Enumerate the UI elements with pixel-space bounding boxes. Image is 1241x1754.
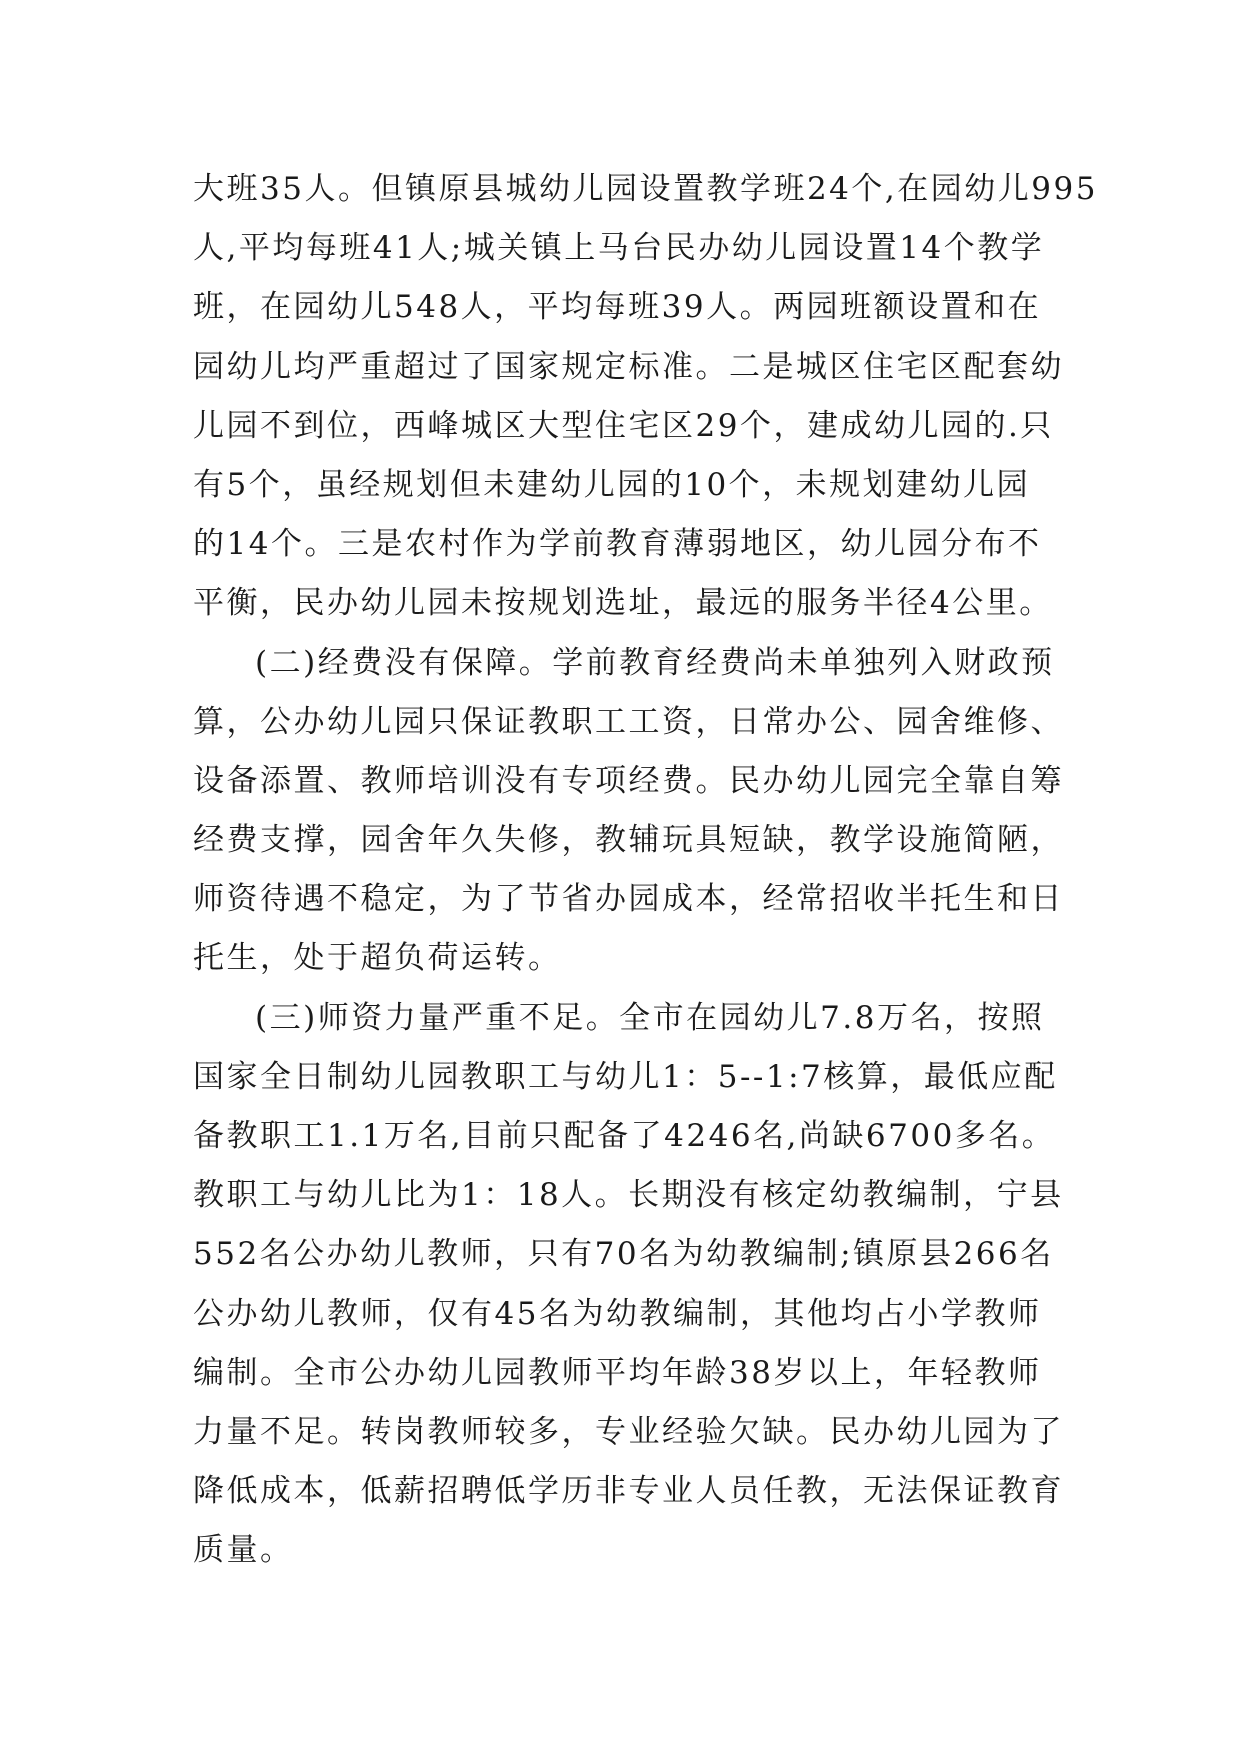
- paragraph-3-line: 降低成本，低薪招聘低学历非专业人员任教，无法保证教育: [193, 1473, 1064, 1510]
- paragraph-1-line: 大班35人。但镇原县城幼儿园设置教学班24个,在园幼儿995: [193, 171, 1098, 207]
- paragraph-1-line: 园幼儿均严重超过了国家规定标准。二是城区住宅区配套幼: [193, 348, 1064, 385]
- document-body: [193, 160, 1098, 1581]
- paragraph-1-line: 有5个，虽经规划但未建幼儿园的10个，未规划建幼儿园: [193, 466, 1031, 503]
- paragraph-3-line: 教职工与幼儿比为1：18人。长期没有核定幼教编制，宁县: [193, 1177, 1064, 1214]
- paragraph-3-line: 编制。全市公办幼儿园教师平均年龄38岁以上，年轻教师: [193, 1354, 1042, 1391]
- paragraph-1-line: 人,平均每班41人;城关镇上马台民办幼儿园设置14个教学: [193, 230, 1045, 267]
- paragraph-3-line: 备教职工1.1万名,目前只配备了4246名,尚缺6700多名。: [193, 1118, 1056, 1154]
- paragraph-3-line: 552名公办幼儿教师，只有70名为幼教编制;镇原县266名: [193, 1236, 1054, 1273]
- paragraph-2-line: 算，公办幼儿园只保证教职工工资，日常办公、园舍维修、: [193, 703, 1064, 740]
- paragraph-2-line: 设备添置、教师培训没有专项经费。民办幼儿园完全靠自筹: [193, 762, 1064, 799]
- paragraph-2-first-line: (二)经费没有保障。学前教育经费尚未单独列入财政预: [255, 644, 1055, 681]
- paragraph-1-line: 班，在园幼儿548人，平均每班39人。两园班额设置和在: [193, 289, 1042, 326]
- paragraph-3-line: 公办幼儿教师，仅有45名为幼教编制，其他均占小学教师: [193, 1295, 1042, 1332]
- paragraph-2-line: 经费支撑，园舍年久失修，教辅玩具短缺，教学设施简陋，: [193, 822, 1064, 859]
- paragraph-2-line: 师资待遇不稳定，为了节省办园成本，经常招收半托生和日: [193, 881, 1064, 918]
- paragraph-2-line: 托生，处于超负荷运转。: [193, 940, 562, 977]
- paragraph-1-line: 的14个。三是农村作为学前教育薄弱地区，幼儿园分布不: [193, 526, 1042, 563]
- paragraph-1-line: 儿园不到位，西峰城区大型住宅区29个，建成幼儿园的.只: [193, 407, 1054, 444]
- paragraph-3-line: 力量不足。转岗教师较多，专业经验欠缺。民办幼儿园为了: [193, 1413, 1064, 1450]
- paragraph-3-first-line: (三)师资力量严重不足。全市在园幼儿7.8万名，按照: [255, 999, 1045, 1036]
- paragraph-3-line: 国家全日制幼儿园教职工与幼儿1：5--1:7核算，最低应配: [193, 1058, 1058, 1095]
- paragraph-1-line: 平衡，民办幼儿园未按规划选址，最远的服务半径4公里。: [193, 585, 1053, 622]
- paragraph-3-line: 质量。: [193, 1532, 294, 1569]
